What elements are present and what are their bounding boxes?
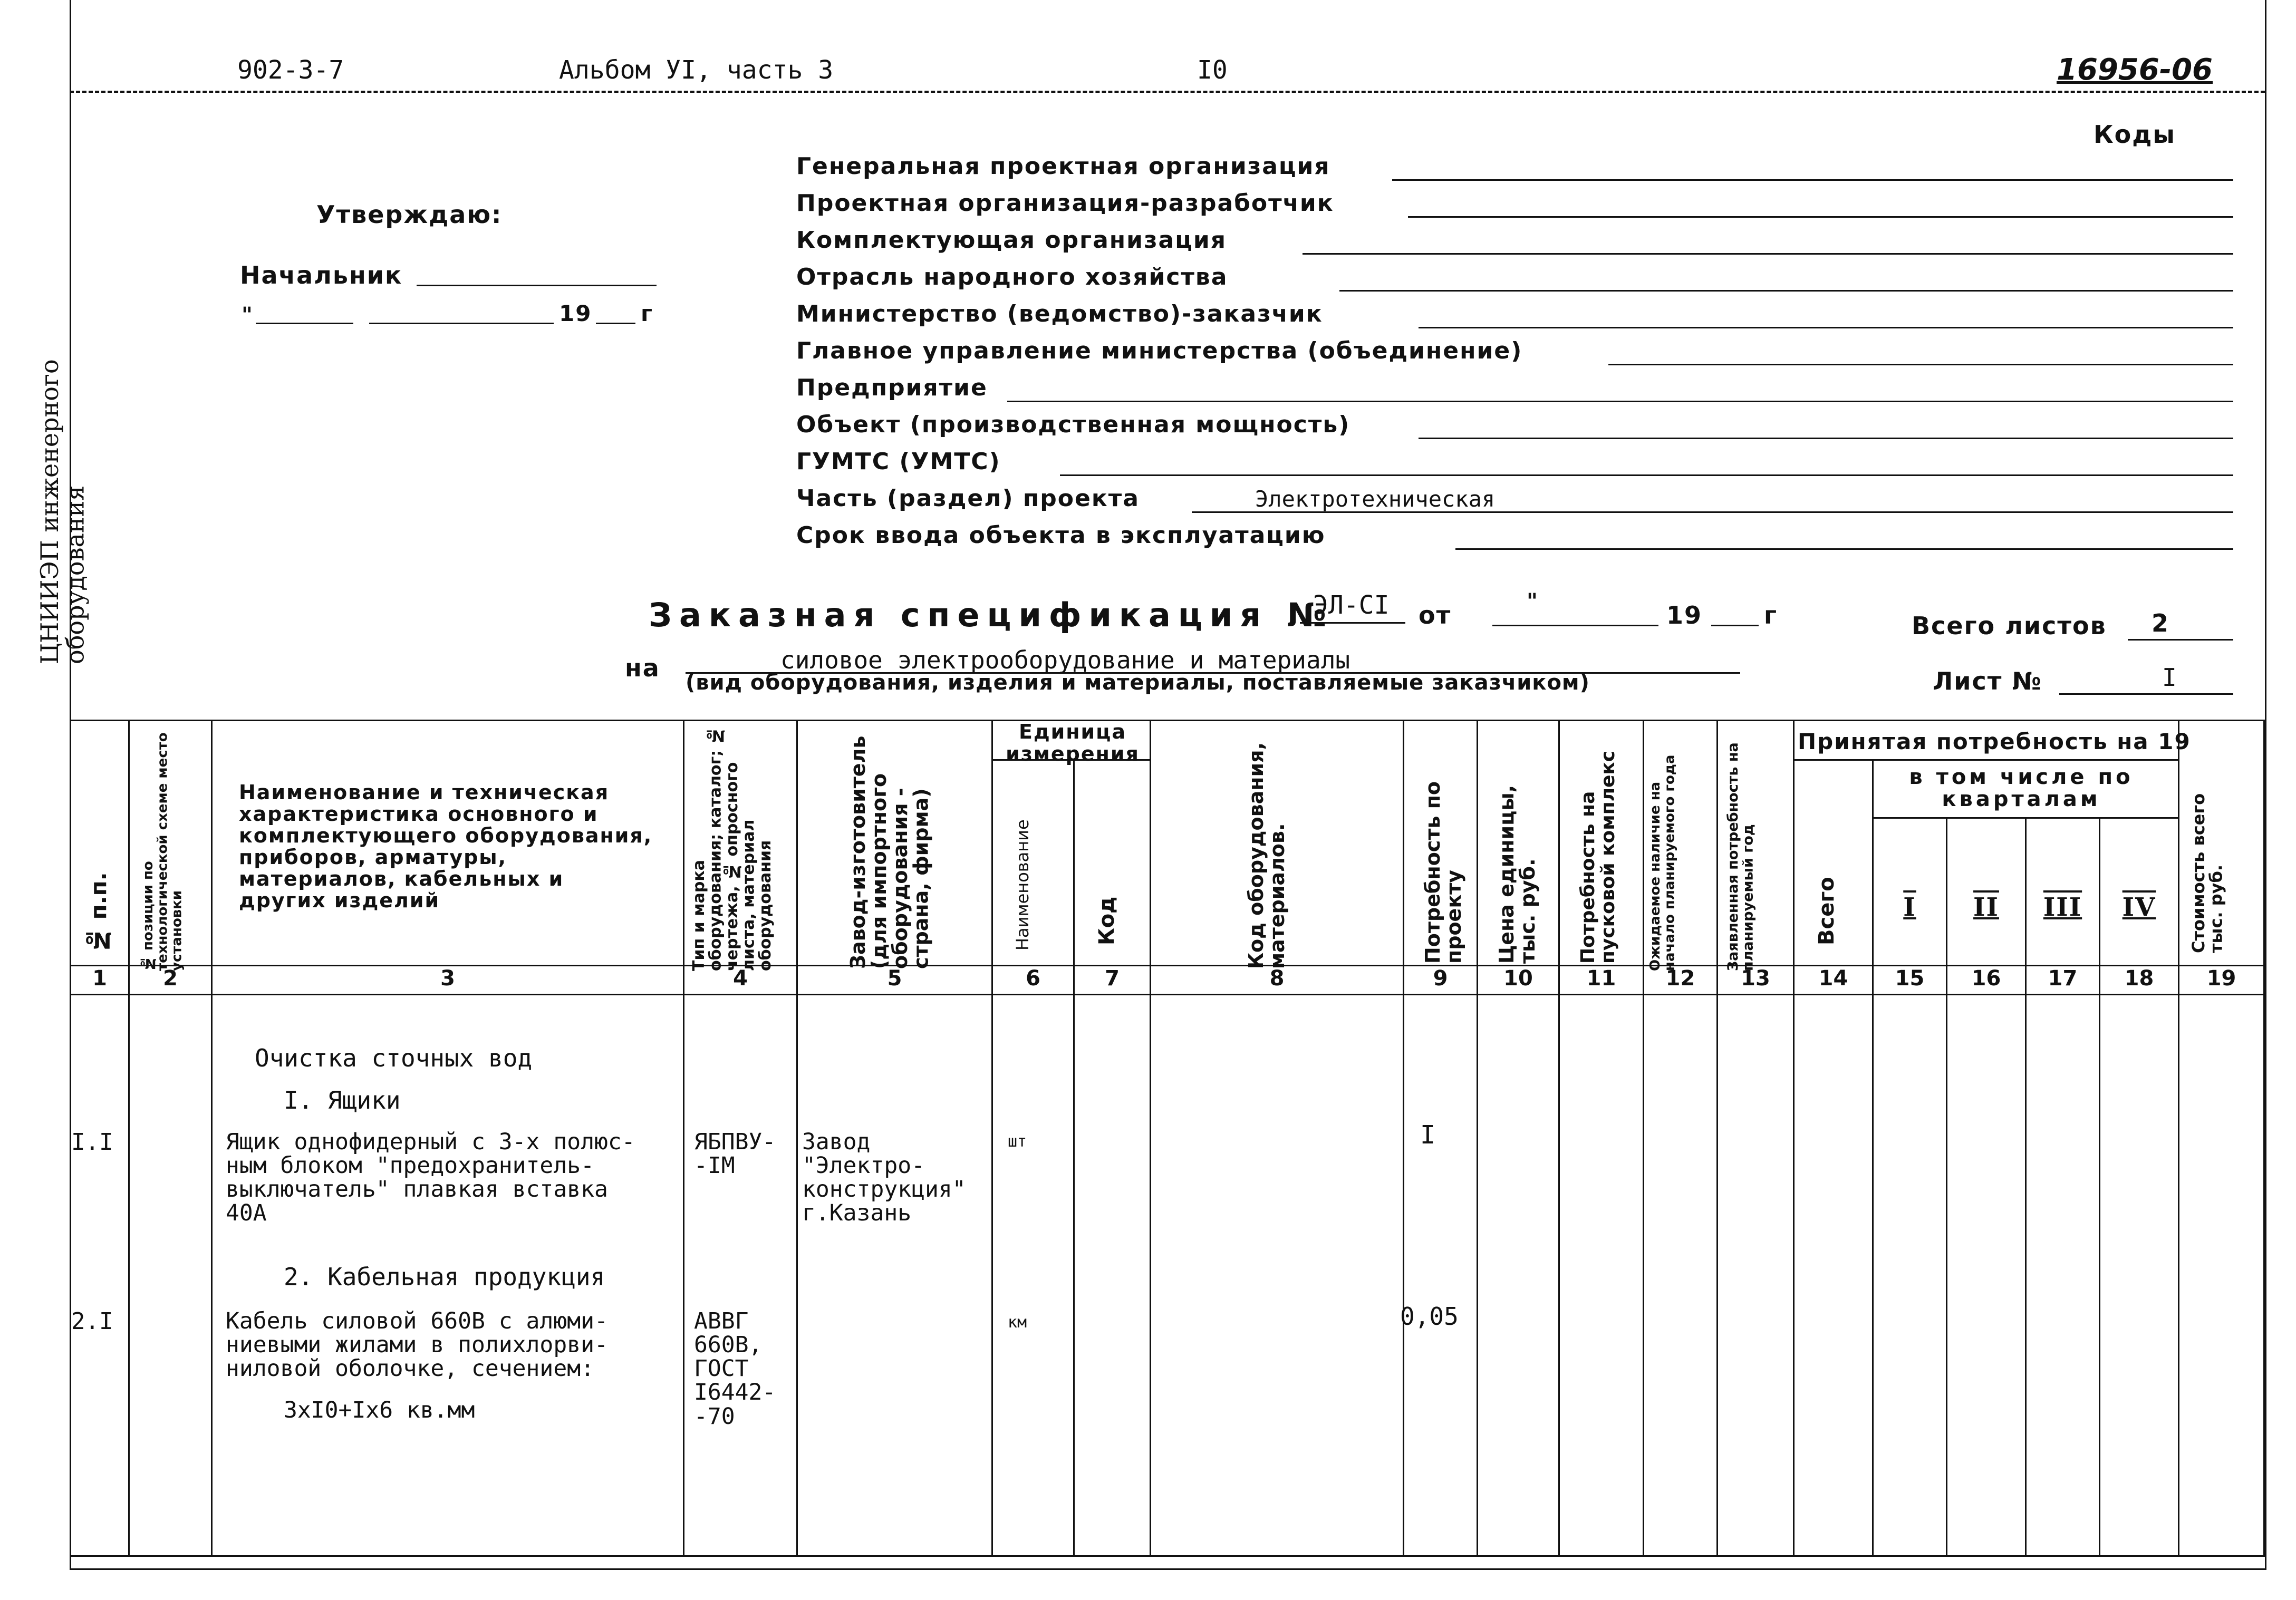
section-2: 2. Кабельная продукция	[284, 1263, 605, 1291]
total-sheets-line	[2128, 639, 2233, 641]
total-sheets-value: 2	[2152, 609, 2170, 637]
row-1-type: ЯБПВУ- -IМ	[694, 1129, 776, 1179]
col-19-header: Стоимость всего тыс. руб.	[2179, 721, 2264, 966]
column-number: 13	[1718, 966, 1794, 995]
approval-year-line	[596, 323, 635, 324]
approval-year-prefix: 19	[559, 300, 592, 326]
row-2-name-sub: 3хI0+Iх6 кв.мм	[284, 1397, 475, 1423]
album-label: Альбом УI, часть 3	[559, 55, 834, 85]
column-number: 18	[2100, 966, 2179, 995]
total-sheets-label: Всего листов	[1912, 612, 2107, 640]
quarters-group-header: в том числе по кварталам	[1873, 760, 2179, 818]
row-2-qty: 0,05	[1400, 1302, 1459, 1331]
body-col-14	[1794, 995, 1873, 1556]
body-col-6	[992, 995, 1074, 1556]
col-12-header: Ожидаемое наличие на начало планируемого года	[1644, 721, 1718, 966]
chief-label: Начальник	[240, 261, 403, 289]
column-number: 9	[1404, 966, 1478, 995]
org-field-label: Министерство (ведомство)-заказчик	[796, 300, 1323, 327]
col-2-header: № позиции по технологической схеме место установки	[129, 721, 212, 966]
org-field-label: Комплектующая организация	[796, 227, 1227, 254]
approval-year-suffix: г	[641, 300, 653, 326]
org-field-line	[1303, 253, 2233, 255]
project-number: 16956-06	[2057, 53, 2213, 87]
body-col-3	[212, 995, 684, 1556]
spec-subject: силовое электрооборудование и материалы	[780, 646, 1350, 674]
org-field-line	[1408, 216, 2233, 218]
doc-code: 902-3-7	[237, 55, 344, 85]
org-field-line	[1339, 290, 2233, 292]
row-2-type: АВВГ 660В, ГОСТ I6442- -70	[694, 1308, 776, 1430]
org-field-line	[1419, 327, 2233, 328]
sheet-line	[2059, 693, 2233, 695]
body-col-15	[1873, 995, 1947, 1556]
col-6-header: Наименование	[992, 760, 1074, 966]
sheet-value: I	[2162, 663, 2177, 692]
col-10-header: Цена единицы, тыс. руб.	[1478, 721, 1559, 966]
codes-label: Коды	[2094, 120, 2176, 149]
column-number: 10	[1478, 966, 1559, 995]
side-organization-label: ЦНИИЭП инженерного оборудования	[35, 359, 90, 664]
body-col-19	[2179, 995, 2264, 1556]
column-number: 17	[2026, 966, 2100, 995]
org-field-line	[1060, 474, 2233, 476]
body-col-9	[1400, 995, 1478, 1556]
body-col-4	[684, 995, 797, 1556]
org-field-line	[1392, 179, 2233, 181]
org-field-label: Генеральная проектная организация	[796, 153, 1330, 180]
column-number: 16	[1947, 966, 2026, 995]
chief-line	[417, 285, 657, 286]
spec-number-line	[1300, 622, 1405, 624]
org-field-label: ГУМТС (УМТС)	[796, 448, 1001, 475]
col-13-header: Заявленная потребность на планируемый год	[1718, 721, 1794, 966]
body-col-17	[2026, 995, 2100, 1556]
column-number: 8	[1151, 966, 1404, 995]
spec-subject-caption: (вид оборудования, изделия и материалы, поставляемые заказчиком)	[686, 671, 1590, 695]
body-col-8	[1151, 995, 1404, 1556]
col-1-header: № п.п.	[71, 721, 129, 966]
spec-year-prefix: 19	[1666, 601, 1703, 629]
accepted-group-header: Принятая потребность на 19	[1794, 721, 2179, 760]
org-field-label: Объект (производственная мощность)	[796, 411, 1350, 438]
col-3-header: Наименование и техническая характеристика основного и комплектующего оборудования, приборов, арматуры, материалов, кабельных и других изделий	[212, 721, 684, 966]
column-number: 15	[1873, 966, 1947, 995]
row-1-maker: Завод "Электро- конструкция" г.Казань	[802, 1129, 966, 1227]
column-number-row	[71, 966, 2264, 995]
body-col-1	[71, 995, 129, 1556]
body-row	[71, 995, 2264, 1556]
body-col-12	[1644, 995, 1718, 1556]
sheet-label: Лист №	[1933, 667, 2042, 695]
col-15-header: I	[1873, 818, 1947, 966]
body-col-18	[2100, 995, 2179, 1556]
col-4-header: Тип и марка оборудования; каталог; № чертежа, № опросного листа, материал оборудования	[684, 721, 797, 966]
spec-number: ЭЛ-СI	[1313, 590, 1390, 620]
spec-title: Заказная спецификация №	[649, 596, 1334, 634]
spec-year-suffix: г	[1764, 601, 1778, 629]
org-field-line	[1455, 548, 2233, 550]
approval-month-line	[369, 323, 554, 324]
col-18-header: IV	[2100, 818, 2179, 966]
col-9-header: Потребность по проекту	[1404, 721, 1478, 966]
header-divider	[70, 91, 2265, 93]
body-col-10	[1478, 995, 1559, 1556]
org-field-label: Часть (раздел) проекта	[796, 485, 1140, 512]
row-2-unit: км	[1008, 1313, 1027, 1332]
org-field-line	[1608, 364, 2233, 365]
body-col-16	[1947, 995, 2026, 1556]
column-number: 1	[71, 966, 129, 995]
column-number: 14	[1794, 966, 1873, 995]
column-number: 6	[992, 966, 1074, 995]
row-2-no: 2.I	[71, 1308, 113, 1335]
body-col-5	[797, 995, 992, 1556]
unit-group-header: Единица измерения	[992, 721, 1151, 760]
org-field-label: Срок ввода объекта в эксплуатацию	[796, 522, 1326, 549]
spec-quote: "	[1527, 589, 1539, 614]
column-number: 19	[2179, 966, 2264, 995]
spec-table	[70, 720, 2265, 1557]
org-field-line	[1419, 438, 2233, 439]
column-number: 2	[129, 966, 212, 995]
org-field-label: Предприятие	[796, 374, 988, 401]
org-field-label: Главное управление министерства (объединение)	[796, 337, 1523, 364]
page-number: I0	[1197, 55, 1228, 85]
col-7-header: Код	[1074, 760, 1151, 966]
column-number: 5	[797, 966, 992, 995]
spec-year-line	[1711, 625, 1759, 626]
approve-label: Утверждаю:	[316, 200, 503, 229]
approval-quote: "	[242, 303, 254, 327]
approval-day-line	[256, 323, 353, 324]
column-number: 11	[1559, 966, 1644, 995]
org-field-label: Отрасль народного хозяйства	[796, 264, 1228, 290]
col-16-header: II	[1947, 818, 2026, 966]
column-number: 7	[1074, 966, 1151, 995]
org-field-label: Проектная организация-разработчик	[796, 190, 1334, 217]
row-1-qty: I	[1420, 1120, 1435, 1150]
col-5-header: Завод-изготовитель (для импортного оборудования - страна, фирма)	[797, 721, 992, 966]
org-field-line	[1007, 401, 2233, 402]
column-number: 3	[212, 966, 684, 995]
body-col-7	[1074, 995, 1151, 1556]
section-1: I. Ящики	[284, 1086, 401, 1114]
column-number: 4	[684, 966, 797, 995]
row-2-name: Кабель силовой 660В с алюми- ниевыми жилами в полихлорви- ниловой оболочке, сечением:	[226, 1308, 608, 1382]
column-number: 12	[1644, 966, 1718, 995]
spec-on-label: на	[625, 654, 660, 682]
section-main: Очистка сточных вод	[255, 1044, 533, 1072]
spec-date-line	[1492, 625, 1658, 626]
row-1-no: I.I	[71, 1129, 113, 1156]
col-17-header: III	[2026, 818, 2100, 966]
col-14-header: Всего	[1794, 760, 1873, 966]
body-col-13	[1718, 995, 1794, 1556]
row-1-name: Ящик однофидерный с 3-х полюс- ным блоком "предохранитель- выключатель" плавкая вставка 40А	[226, 1129, 635, 1227]
body-col-11	[1559, 995, 1644, 1556]
org-field-value: Электротехническая	[1255, 486, 1496, 512]
row-1-unit: шт	[1008, 1132, 1027, 1151]
col-8-header: Код оборудования, материалов.	[1151, 721, 1404, 966]
spec-from: от	[1419, 601, 1452, 629]
col-11-header: Потребность на пусковой комплекс	[1559, 721, 1644, 966]
body-col-2	[129, 995, 212, 1556]
